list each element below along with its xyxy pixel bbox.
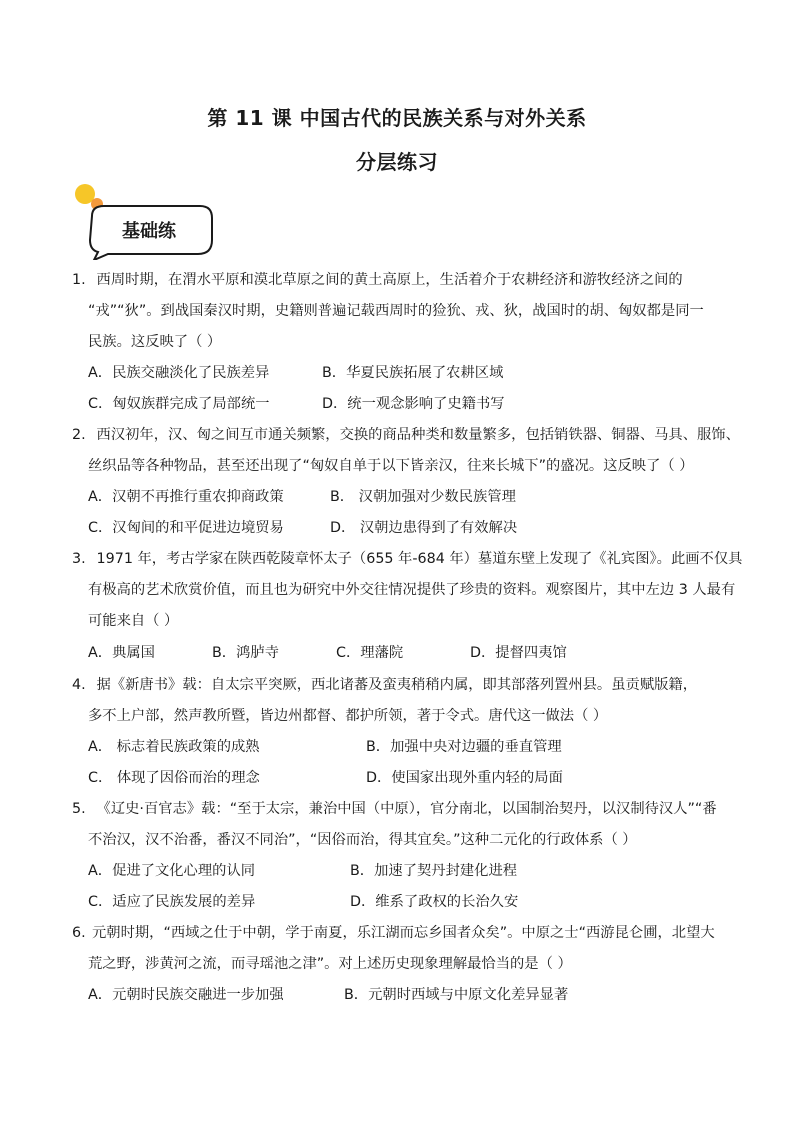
question-6 bbox=[72, 918, 732, 980]
question-line: 西汉初年，汉、匈之间互市通关频繁，交换的商品种类和数量繁多，包括销铁器、铜器、马具、服饰、 bbox=[92, 427, 740, 443]
question-line: 荒之野，涉黄河之流，而寻瑶池之津”。对上述历史现象理解最恰当的是（ ） bbox=[88, 956, 572, 972]
option-c[interactable]: C．汉匈间的和平促进边境贸易 bbox=[88, 520, 284, 536]
question-number: 1. bbox=[72, 272, 86, 288]
question-2 bbox=[72, 420, 740, 482]
option-a[interactable]: A．促进了文化心理的认同 bbox=[88, 863, 256, 879]
option-a[interactable]: A．民族交融淡化了民族差异 bbox=[88, 365, 270, 381]
option-c[interactable]: C．匈奴族群完成了局部统一 bbox=[88, 396, 270, 412]
question-number: 6. bbox=[72, 925, 86, 941]
question-line: 多不上户部，然声教所暨，皆边州都督、都护所领，著于令式。唐代这一做法（ ） bbox=[88, 708, 608, 724]
question-line: “戎”“狄”。到战国秦汉时期，史籍则普遍记载西周时的猃狁、戎、狄，战国时的胡、匈奴都是同一 bbox=[88, 303, 704, 319]
question-number: 3. bbox=[72, 551, 86, 567]
question-line: 元朝时期，“西域之仕于中朝，学于南夏，乐江湖而忘乡国者众矣”。中原之士“西游昆仑圃，北望大 bbox=[92, 925, 715, 941]
question-line: 1971 年，考古学家在陕西乾陵章怀太子（655 年-684 年）墓道东壁上发现了《礼宾图》。此画不仅具 bbox=[92, 551, 743, 567]
option-d[interactable]: D．维系了政权的长治久安 bbox=[350, 894, 519, 910]
option-b[interactable]: B．加强中央对边疆的垂直管理 bbox=[366, 739, 562, 755]
option-d[interactable]: D．提督四夷馆 bbox=[470, 645, 567, 661]
section-badge bbox=[72, 180, 222, 260]
question-line: 丝织品等各种物品，甚至还出现了“匈奴自单于以下皆亲汉，往来长城下”的盛况。这反映了（ ） bbox=[88, 458, 694, 474]
question-line: 据《新唐书》载：自太宗平突厥，西北诸蕃及蛮夷稍稍内属，即其部落列置州县。虽贡赋版籍， bbox=[92, 677, 698, 693]
badge-label: 基础练 bbox=[122, 221, 176, 242]
option-b[interactable]: B．鸿胪寺 bbox=[212, 645, 279, 661]
question-number: 4. bbox=[72, 677, 86, 693]
option-b[interactable]: B．元朝时西域与中原文化差异显著 bbox=[344, 987, 569, 1003]
option-c[interactable]: C． 体现了因俗而治的理念 bbox=[88, 770, 260, 786]
question-line: 有极高的艺术欣赏价值，而且也为研究中外交往情况提供了珍贵的资料。观察图片，其中左边 3 人最有 bbox=[88, 582, 736, 598]
question-line: 不治汉，汉不治番，番汉不同治”，“因俗而治，得其宜矣。”这种二元化的行政体系（ ） bbox=[88, 832, 637, 848]
option-d[interactable]: D．使国家出现外重内轻的局面 bbox=[366, 770, 563, 786]
option-a[interactable]: A．汉朝不再推行重农抑商政策 bbox=[88, 489, 284, 505]
option-d[interactable]: D．统一观念影响了史籍书写 bbox=[322, 396, 505, 412]
option-a[interactable]: A．典属国 bbox=[88, 645, 155, 661]
question-line: 西周时期，在渭水平原和漠北草原之间的黄土高原上，生活着介于农耕经济和游牧经济之间的 bbox=[92, 272, 683, 288]
option-c[interactable]: C．适应了民族发展的差异 bbox=[88, 894, 256, 910]
page-title: 第 11 课 中国古代的民族关系与对外关系 bbox=[207, 106, 587, 130]
option-b[interactable]: B．华夏民族拓展了农耕区域 bbox=[322, 365, 504, 381]
question-line: 可能来自（ ） bbox=[88, 613, 179, 629]
option-b[interactable]: B．加速了契丹封建化进程 bbox=[350, 863, 518, 879]
page-subtitle: 分层练习 bbox=[356, 150, 438, 174]
option-b[interactable]: B． 汉朝加强对少数民族管理 bbox=[330, 489, 516, 505]
question-number: 2. bbox=[72, 427, 86, 443]
question-line: 民族。这反映了（ ） bbox=[88, 334, 222, 350]
question-1 bbox=[72, 265, 732, 358]
question-3 bbox=[72, 544, 743, 637]
question-number: 5. bbox=[72, 801, 86, 817]
question-5 bbox=[72, 794, 732, 856]
option-a[interactable]: A． 标志着民族政策的成熟 bbox=[88, 739, 260, 755]
option-d[interactable]: D． 汉朝边患得到了有效解决 bbox=[330, 520, 518, 536]
option-c[interactable]: C．理藩院 bbox=[336, 645, 404, 661]
question-4 bbox=[72, 670, 732, 732]
question-line: 《辽史·百官志》载：“至于太宗，兼治中国（中原），官分南北，以国制治契丹，以汉制待汉人”“番 bbox=[92, 801, 717, 817]
option-a[interactable]: A．元朝时民族交融进一步加强 bbox=[88, 987, 284, 1003]
